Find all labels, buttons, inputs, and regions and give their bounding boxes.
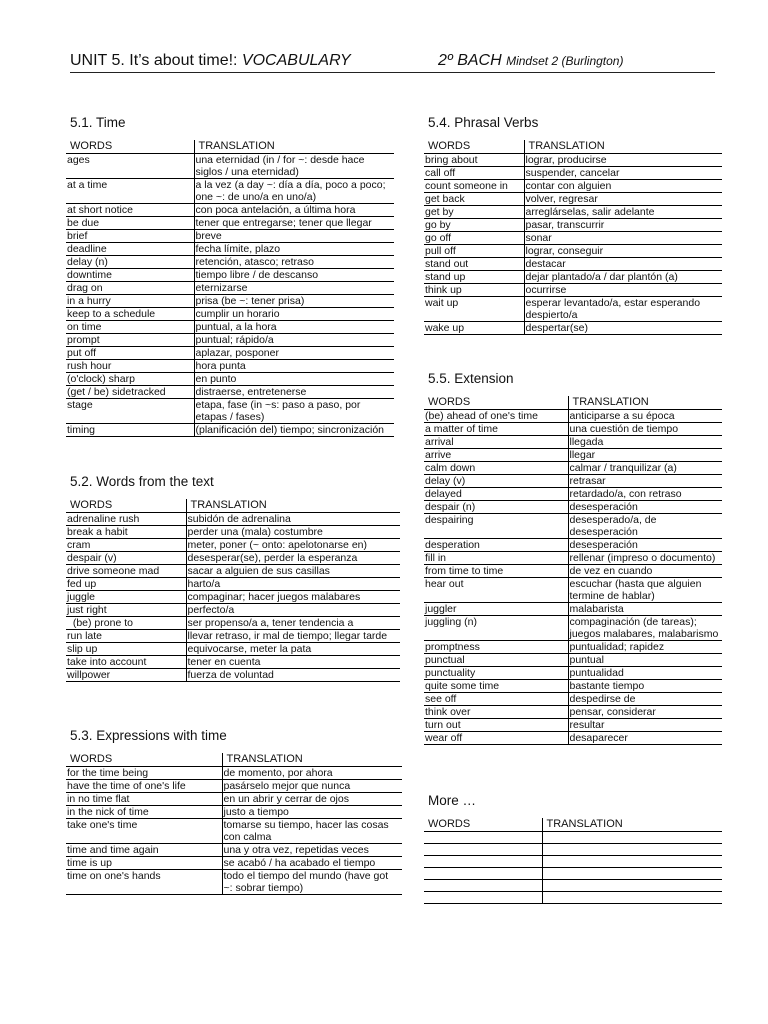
- translation-cell: compaginación (de tareas); juegos malabares, malabarismo: [568, 616, 722, 641]
- translation-cell: llegada: [568, 436, 722, 449]
- word-cell: punctuality: [424, 667, 568, 680]
- word-cell: wait up: [424, 297, 524, 322]
- translation-cell: en un abrir y cerrar de ojos: [222, 793, 402, 806]
- translation-cell: tiempo libre / de descanso: [194, 269, 394, 282]
- word-cell: run late: [66, 630, 186, 643]
- table-row: [66, 321, 394, 334]
- translation-cell: malabarista: [568, 603, 722, 616]
- table-row: [66, 269, 394, 282]
- word-cell: juggling (n): [424, 616, 568, 641]
- translation-cell: distraerse, entretenerse: [194, 386, 394, 399]
- table-row: [424, 667, 722, 680]
- table-row: [424, 565, 722, 578]
- table-row: [424, 258, 722, 271]
- table-row: [66, 870, 402, 895]
- table-row: [424, 167, 722, 180]
- table-row: [66, 424, 394, 437]
- table-row: [424, 501, 722, 514]
- translation-cell: ser propenso/a a, tener tendencia a: [186, 617, 400, 630]
- table-row: [66, 806, 402, 819]
- table-header-row: [66, 140, 394, 154]
- word-cell: (o'clock) sharp: [66, 373, 194, 386]
- word-cell: despairing: [424, 514, 568, 539]
- table-row: [424, 832, 722, 844]
- word-cell: desperation: [424, 539, 568, 552]
- word-cell: hear out: [424, 578, 568, 603]
- word-cell: call off: [424, 167, 524, 180]
- word-cell: (be) prone to: [66, 617, 186, 630]
- translation-cell: cumplir un horario: [194, 308, 394, 321]
- word-cell: ages: [66, 154, 194, 179]
- section-words-from-text: [66, 474, 400, 682]
- word-cell: in no time flat: [66, 793, 222, 806]
- word-cell: see off: [424, 693, 568, 706]
- translation-cell: suspender, cancelar: [524, 167, 722, 180]
- table-row: [424, 552, 722, 565]
- word-cell: [424, 844, 542, 856]
- word-cell: punctual: [424, 654, 568, 667]
- word-cell: take one's time: [66, 819, 222, 844]
- translation-cell: harto/a: [186, 578, 400, 591]
- word-cell: break a habit: [66, 526, 186, 539]
- translation-cell: desesperación: [568, 501, 722, 514]
- table-row: [66, 256, 394, 269]
- table-row: [424, 603, 722, 616]
- table-header-row: [66, 753, 402, 767]
- translation-cell: [542, 856, 722, 868]
- table-row: [66, 844, 402, 857]
- word-cell: get by: [424, 206, 524, 219]
- word-cell: slip up: [66, 643, 186, 656]
- table-row: [424, 616, 722, 641]
- word-cell: drag on: [66, 282, 194, 295]
- column-header-translation: TRANSLATION: [222, 753, 402, 767]
- word-cell: juggle: [66, 591, 186, 604]
- word-cell: [424, 868, 542, 880]
- translation-cell: una eternidad (in / for ~: desde hace siglos / una eternidad): [194, 154, 394, 179]
- translation-cell: subidón de adrenalina: [186, 513, 400, 526]
- translation-cell: [542, 832, 722, 844]
- table-row: [66, 669, 400, 682]
- word-cell: [424, 832, 542, 844]
- table-row: [424, 154, 722, 167]
- word-cell: rush hour: [66, 360, 194, 373]
- table-row: [66, 857, 402, 870]
- translation-cell: de momento, por ahora: [222, 767, 402, 780]
- word-cell: keep to a schedule: [66, 308, 194, 321]
- word-cell: time is up: [66, 857, 222, 870]
- translation-cell: ocurrirse: [524, 284, 722, 297]
- table-row: [424, 322, 722, 335]
- word-cell: on time: [66, 321, 194, 334]
- translation-cell: en punto: [194, 373, 394, 386]
- translation-cell: bastante tiempo: [568, 680, 722, 693]
- word-cell: delay (n): [66, 256, 194, 269]
- translation-cell: [542, 868, 722, 880]
- translation-cell: sacar a alguien de sus casillas: [186, 565, 400, 578]
- translation-cell: despertar(se): [524, 322, 722, 335]
- word-cell: a matter of time: [424, 423, 568, 436]
- table-row: [424, 892, 722, 904]
- translation-cell: meter, poner (~ onto: apelotonarse en): [186, 539, 400, 552]
- table-row: [424, 206, 722, 219]
- word-cell: brief: [66, 230, 194, 243]
- translation-cell: todo el tiempo del mundo (have got ~: sobrar tiempo): [222, 870, 402, 895]
- word-cell: promptness: [424, 641, 568, 654]
- table-row: [66, 204, 394, 217]
- table-row: [424, 868, 722, 880]
- table-row: [424, 654, 722, 667]
- table-row: [424, 693, 722, 706]
- word-cell: adrenaline rush: [66, 513, 186, 526]
- column-header-words: WORDS: [66, 499, 186, 513]
- table-row: [424, 219, 722, 232]
- table-row: [424, 284, 722, 297]
- table-row: [66, 399, 394, 424]
- table-row: [424, 462, 722, 475]
- table-row: [66, 767, 402, 780]
- word-cell: bring about: [424, 154, 524, 167]
- vocabulary-table: [424, 818, 722, 904]
- translation-cell: con poca antelación, a última hora: [194, 204, 394, 217]
- translation-cell: tener que entregarse; tener que llegar: [194, 217, 394, 230]
- table-row: [66, 591, 400, 604]
- translation-cell: una y otra vez, repetidas veces: [222, 844, 402, 857]
- word-cell: arrival: [424, 436, 568, 449]
- translation-cell: [542, 844, 722, 856]
- table-row: [424, 423, 722, 436]
- table-row: [66, 643, 400, 656]
- word-cell: despair (n): [424, 501, 568, 514]
- table-row: [424, 539, 722, 552]
- table-row: [424, 844, 722, 856]
- table-row: [424, 449, 722, 462]
- table-row: [424, 410, 722, 423]
- word-cell: time on one's hands: [66, 870, 222, 895]
- translation-cell: fecha límite, plazo: [194, 243, 394, 256]
- translation-cell: [542, 880, 722, 892]
- translation-cell: aplazar, posponer: [194, 347, 394, 360]
- translation-cell: esperar levantado/a, estar esperando despierto/a: [524, 297, 722, 322]
- section-phrasal-verbs: [424, 115, 722, 335]
- table-row: [424, 180, 722, 193]
- word-cell: deadline: [66, 243, 194, 256]
- section-more: [424, 793, 722, 904]
- word-cell: willpower: [66, 669, 186, 682]
- word-cell: think up: [424, 284, 524, 297]
- word-cell: from time to time: [424, 565, 568, 578]
- word-cell: at a time: [66, 179, 194, 204]
- translation-cell: despedirse de: [568, 693, 722, 706]
- table-row: [424, 641, 722, 654]
- translation-cell: lograr, conseguir: [524, 245, 722, 258]
- translation-cell: breve: [194, 230, 394, 243]
- section-title: 5.1. Time: [70, 115, 126, 130]
- word-cell: stand up: [424, 271, 524, 284]
- translation-cell: sonar: [524, 232, 722, 245]
- table-header-row: [424, 396, 722, 410]
- translation-cell: una cuestión de tiempo: [568, 423, 722, 436]
- word-cell: [424, 856, 542, 868]
- word-cell: turn out: [424, 719, 568, 732]
- section-title: 5.3. Expressions with time: [70, 728, 227, 743]
- table-row: [424, 271, 722, 284]
- word-cell: prompt: [66, 334, 194, 347]
- word-cell: for the time being: [66, 767, 222, 780]
- word-cell: despair (v): [66, 552, 186, 565]
- column-header-words: WORDS: [424, 818, 542, 832]
- table-row: [66, 217, 394, 230]
- translation-cell: desesperar(se), perder la esperanza: [186, 552, 400, 565]
- word-cell: drive someone mad: [66, 565, 186, 578]
- translation-cell: etapa, fase (in ~s: paso a paso, por etapas / fases): [194, 399, 394, 424]
- table-row: [66, 578, 400, 591]
- table-row: [66, 630, 400, 643]
- translation-cell: volver, regresar: [524, 193, 722, 206]
- word-cell: juggler: [424, 603, 568, 616]
- translation-cell: lograr, producirse: [524, 154, 722, 167]
- word-cell: calm down: [424, 462, 568, 475]
- table-row: [66, 656, 400, 669]
- table-row: [66, 617, 400, 630]
- translation-cell: destacar: [524, 258, 722, 271]
- word-cell: at short notice: [66, 204, 194, 217]
- translation-cell: contar con alguien: [524, 180, 722, 193]
- table-row: [66, 308, 394, 321]
- word-cell: (get / be) sidetracked: [66, 386, 194, 399]
- translation-cell: fuerza de voluntad: [186, 669, 400, 682]
- table-row: [424, 193, 722, 206]
- table-header-row: [424, 140, 722, 154]
- table-row: [66, 793, 402, 806]
- word-cell: timing: [66, 424, 194, 437]
- translation-cell: equivocarse, meter la pata: [186, 643, 400, 656]
- word-cell: go off: [424, 232, 524, 245]
- word-cell: put off: [66, 347, 194, 360]
- word-cell: delay (v): [424, 475, 568, 488]
- column-header-words: WORDS: [66, 753, 222, 767]
- column-header-words: WORDS: [424, 140, 524, 154]
- table-row: [66, 295, 394, 308]
- column-header-words: WORDS: [424, 396, 568, 410]
- translation-cell: prisa (be ~: tener prisa): [194, 295, 394, 308]
- word-cell: stand out: [424, 258, 524, 271]
- word-cell: wake up: [424, 322, 524, 335]
- word-cell: arrive: [424, 449, 568, 462]
- table-row: [424, 880, 722, 892]
- table-row: [424, 856, 722, 868]
- word-cell: fed up: [66, 578, 186, 591]
- translation-cell: tener en cuenta: [186, 656, 400, 669]
- translation-cell: tomarse su tiempo, hacer las cosas con calma: [222, 819, 402, 844]
- table-row: [66, 539, 400, 552]
- word-cell: [424, 880, 542, 892]
- translation-cell: puntual; rápido/a: [194, 334, 394, 347]
- translation-cell: de vez en cuando: [568, 565, 722, 578]
- word-cell: in a hurry: [66, 295, 194, 308]
- vocabulary-table: [66, 140, 394, 437]
- word-cell: in the nick of time: [66, 806, 222, 819]
- table-row: [66, 154, 394, 179]
- table-header-row: [424, 818, 722, 832]
- vocabulary-table: [66, 753, 402, 895]
- table-row: [66, 780, 402, 793]
- vocabulary-table: [424, 396, 722, 745]
- vocabulary-table: [66, 499, 400, 682]
- word-cell: think over: [424, 706, 568, 719]
- translation-cell: calmar / tranquilizar (a): [568, 462, 722, 475]
- translation-cell: eternizarse: [194, 282, 394, 295]
- translation-cell: desesperado/a, de desesperación: [568, 514, 722, 539]
- unit-title: UNIT 5. It’s about time!: VOCABULARY: [70, 52, 351, 69]
- translation-cell: puntualidad; rapidez: [568, 641, 722, 654]
- translation-cell: a la vez (a day ~: día a día, poco a poco; one ~: de uno/a en uno/a): [194, 179, 394, 204]
- table-row: [424, 232, 722, 245]
- word-cell: be due: [66, 217, 194, 230]
- table-row: [66, 565, 400, 578]
- vocabulary-table: [424, 140, 722, 335]
- translation-cell: rellenar (impreso o documento): [568, 552, 722, 565]
- translation-cell: retrasar: [568, 475, 722, 488]
- word-cell: get back: [424, 193, 524, 206]
- translation-cell: se acabó / ha acabado el tiempo: [222, 857, 402, 870]
- translation-cell: resultar: [568, 719, 722, 732]
- table-row: [424, 488, 722, 501]
- translation-cell: retención, atasco; retraso: [194, 256, 394, 269]
- word-cell: [424, 892, 542, 904]
- translation-cell: arreglárselas, salir adelante: [524, 206, 722, 219]
- section-expressions-with-time: [66, 728, 402, 895]
- translation-cell: anticiparse a su época: [568, 410, 722, 423]
- table-row: [66, 513, 400, 526]
- table-header-row: [66, 499, 400, 513]
- table-row: [424, 706, 722, 719]
- column-header-words: WORDS: [66, 140, 194, 154]
- word-cell: have the time of one's life: [66, 780, 222, 793]
- word-cell: (be) ahead of one's time: [424, 410, 568, 423]
- table-row: [424, 680, 722, 693]
- table-row: [66, 334, 394, 347]
- word-cell: go by: [424, 219, 524, 232]
- translation-cell: [542, 892, 722, 904]
- column-header-translation: TRANSLATION: [542, 818, 722, 832]
- column-header-translation: TRANSLATION: [568, 396, 722, 410]
- word-cell: downtime: [66, 269, 194, 282]
- table-row: [66, 552, 400, 565]
- translation-cell: llevar retraso, ir mal de tiempo; llegar tarde: [186, 630, 400, 643]
- table-row: [424, 297, 722, 322]
- table-row: [66, 243, 394, 256]
- translation-cell: perder una (mala) costumbre: [186, 526, 400, 539]
- word-cell: count someone in: [424, 180, 524, 193]
- translation-cell: justo a tiempo: [222, 806, 402, 819]
- word-cell: take into account: [66, 656, 186, 669]
- table-row: [66, 526, 400, 539]
- translation-cell: compaginar; hacer juegos malabares: [186, 591, 400, 604]
- section-title: 5.4. Phrasal Verbs: [428, 115, 539, 130]
- table-row: [66, 360, 394, 373]
- table-row: [66, 282, 394, 295]
- table-row: [424, 578, 722, 603]
- table-row: [66, 179, 394, 204]
- table-row: [66, 230, 394, 243]
- translation-cell: puntual: [568, 654, 722, 667]
- word-cell: delayed: [424, 488, 568, 501]
- word-cell: stage: [66, 399, 194, 424]
- translation-cell: puntualidad: [568, 667, 722, 680]
- word-cell: just right: [66, 604, 186, 617]
- table-row: [66, 819, 402, 844]
- translation-cell: pasárselo mejor que nunca: [222, 780, 402, 793]
- translation-cell: (planificación del) tiempo; sincronización: [194, 424, 394, 437]
- translation-cell: dejar plantado/a / dar plantón (a): [524, 271, 722, 284]
- translation-cell: pensar, considerar: [568, 706, 722, 719]
- table-row: [66, 347, 394, 360]
- table-row: [424, 245, 722, 258]
- word-cell: pull off: [424, 245, 524, 258]
- table-row: [66, 386, 394, 399]
- section-title: More …: [428, 793, 477, 808]
- word-cell: cram: [66, 539, 186, 552]
- word-cell: time and time again: [66, 844, 222, 857]
- table-row: [66, 604, 400, 617]
- section-time: [66, 115, 394, 437]
- translation-cell: llegar: [568, 449, 722, 462]
- word-cell: quite some time: [424, 680, 568, 693]
- course-info: 2º BACH Mindset 2 (Burlington): [438, 52, 624, 69]
- table-row: [424, 475, 722, 488]
- table-row: [424, 436, 722, 449]
- column-header-translation: TRANSLATION: [194, 140, 394, 154]
- document-header: [70, 50, 715, 73]
- word-cell: wear off: [424, 732, 568, 745]
- table-row: [424, 719, 722, 732]
- table-row: [66, 373, 394, 386]
- section-extension: [424, 371, 722, 745]
- column-header-translation: TRANSLATION: [186, 499, 400, 513]
- section-title: 5.2. Words from the text: [70, 474, 214, 489]
- translation-cell: desaparecer: [568, 732, 722, 745]
- word-cell: fill in: [424, 552, 568, 565]
- column-header-translation: TRANSLATION: [524, 140, 722, 154]
- section-title: 5.5. Extension: [428, 371, 514, 386]
- table-row: [424, 514, 722, 539]
- translation-cell: puntual, a la hora: [194, 321, 394, 334]
- table-row: [424, 732, 722, 745]
- translation-cell: escuchar (hasta que alguien termine de hablar): [568, 578, 722, 603]
- translation-cell: perfecto/a: [186, 604, 400, 617]
- translation-cell: retardado/a, con retraso: [568, 488, 722, 501]
- translation-cell: desesperación: [568, 539, 722, 552]
- translation-cell: pasar, transcurrir: [524, 219, 722, 232]
- translation-cell: hora punta: [194, 360, 394, 373]
